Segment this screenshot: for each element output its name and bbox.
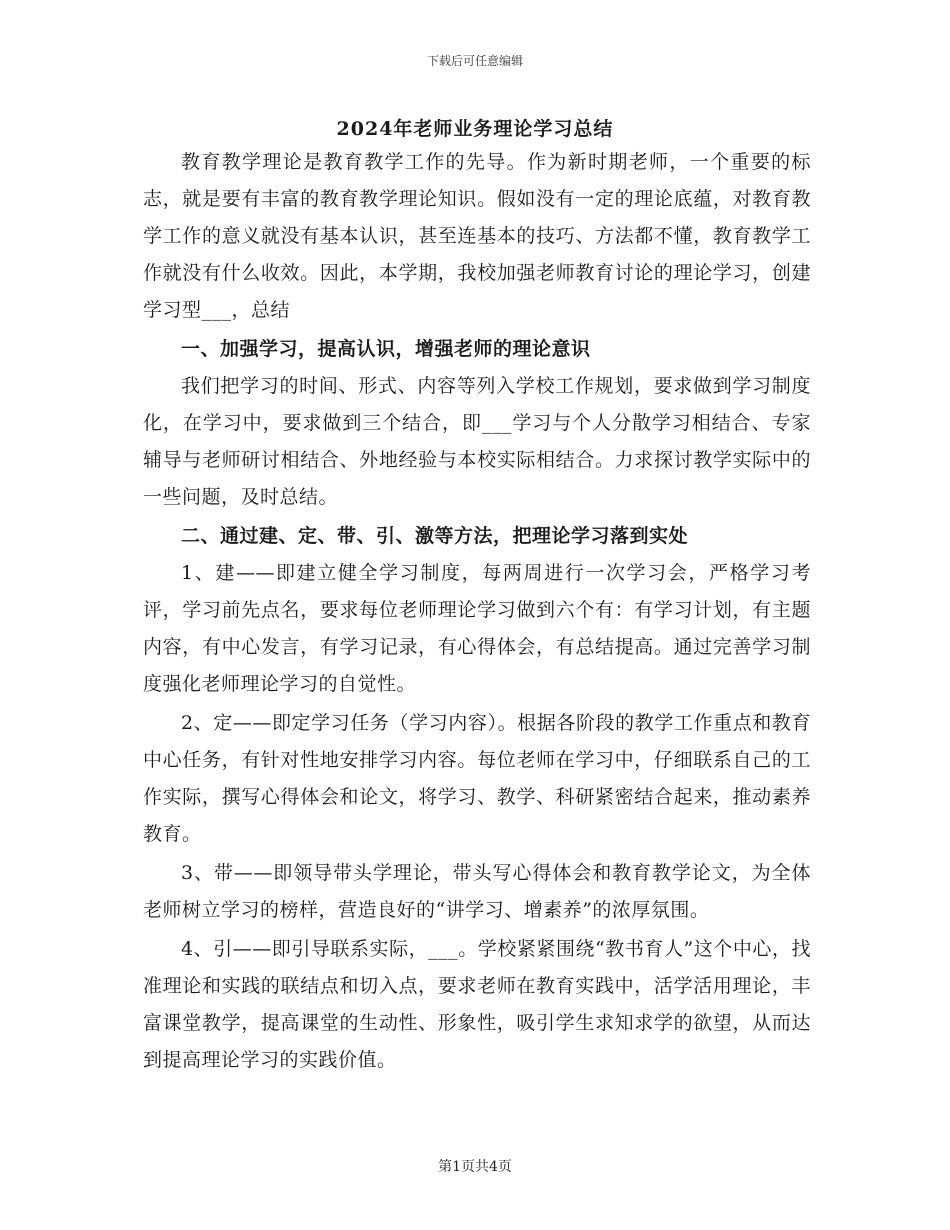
- list-item-2: 2、定——即定学习任务（学习内容）。根据各阶段的教学工作重点和教育中心任务，有针对性地安排学习内容。每位老师在学习中，仔细联系自己的工作实际，撰写心得体会和论文，将学习、教学、科研紧密结合起来，推动素养教育。: [143, 712, 811, 845]
- document-title: 2024年老师业务理论学习总结: [336, 118, 614, 140]
- page-number: 第1页共4页: [438, 1159, 512, 1175]
- document-body: [143, 144, 811, 1079]
- header-note: 下载后可任意编辑: [426, 54, 523, 68]
- section-heading-2: 二、通过建、定、带、引、激等方法，把理论学习落到实处: [181, 525, 689, 547]
- section-heading-1: 一、加强学习，提高认识，增强老师的理论意识: [181, 338, 591, 360]
- list-item-4: 4、引——即引导联系实际，___。学校紧紧围绕“教书育人”这个中心，找准理论和实践的联结点和切入点，要求老师在教育实践中，活学活用理论，丰富课堂教学，提高课堂的生动性、形象性，吸引学生求知求学的欲望，从而达到提高理论学习的实践价值。: [143, 938, 811, 1071]
- list-item-1: 1、建——即建立健全学习制度，每两周进行一次学习会，严格学习考评，学习前先点名，要求每位老师理论学习做到六个有：有学习计划，有主题内容，有中心发言，有学习记录，有心得体会，有总结提高。通过完善学习制度强化老师理论学习的自觉性。: [143, 562, 811, 695]
- list-item-3: 3、带——即领导带头学理论，带头写心得体会和教育教学论文，为全体老师树立学习的榜样，营造良好的“讲学习、增素养”的浓厚氛围。: [143, 862, 811, 921]
- body-paragraph: 我们把学习的时间、形式、内容等列入学校工作规划，要求做到学习制度化，在学习中，要求做到三个结合，即___学习与个人分散学习相结合、专家辅导与老师研讨相结合、外地经验与本校实际相结合。力求探讨教学实际中的一些问题，及时总结。: [143, 375, 811, 508]
- intro-paragraph: 教育教学理论是教育教学工作的先导。作为新时期老师，一个重要的标志，就是要有丰富的教育教学理论知识。假如没有一定的理论底蕴，对教育教学工作的意义就没有基本认识，甚至连基本的技巧、方法都不懂，教育教学工作就没有什么收效。因此，本学期，我校加强老师教育讨论的理论学习，创建学习型___，总结: [143, 151, 811, 321]
